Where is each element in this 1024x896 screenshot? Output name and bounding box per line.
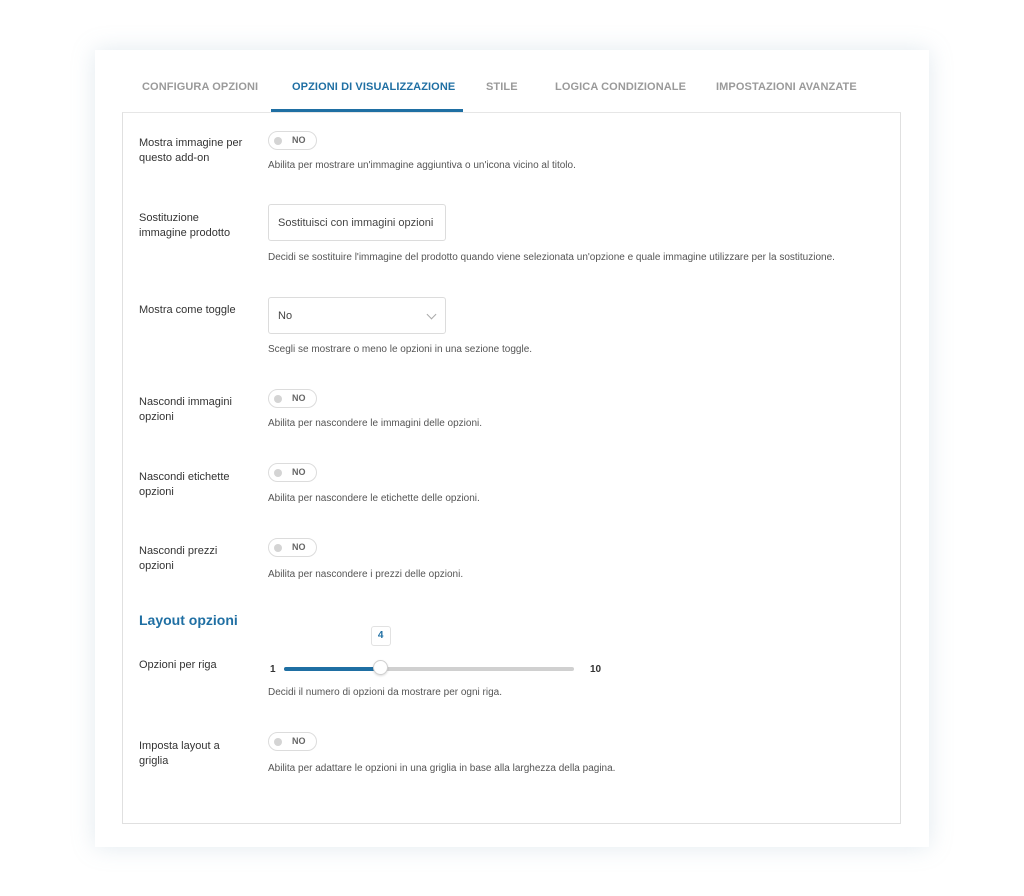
slider-max-label: 10	[590, 664, 602, 675]
grid-layout-label: Imposta layout a griglia	[139, 740, 220, 767]
grid-layout-description: Abilita per adattare le opzioni in una griglia in base alla larghezza della pagina.	[268, 763, 616, 774]
toggle-state: NO	[292, 135, 306, 145]
hide-prices-toggle[interactable]	[268, 538, 317, 557]
tab-impostazioni-avanzate[interactable]: IMPOSTAZIONI AVANZATE	[716, 81, 857, 93]
layout-section-title: Layout opzioni	[139, 612, 238, 628]
grid-layout-toggle[interactable]	[268, 732, 317, 751]
per-row-slider[interactable]	[268, 626, 608, 676]
per-row-label: Opzioni per riga	[139, 659, 217, 671]
toggle-knob	[274, 469, 282, 477]
toggle-state: NO	[292, 542, 306, 552]
tab-stile[interactable]: STILE	[486, 81, 518, 93]
show-image-toggle[interactable]	[268, 131, 317, 150]
slider-track[interactable]	[284, 667, 574, 671]
chevron-down-icon	[427, 310, 437, 320]
hide-images-label: Nascondi immagini opzioni	[139, 396, 232, 423]
show-image-label: Mostra immagine per questo add-on	[139, 137, 243, 164]
tab-logica-condizionale[interactable]: LOGICA CONDIZIONALE	[555, 81, 687, 93]
slider-min-label: 1	[270, 664, 276, 675]
show-toggle-selected-value: No	[278, 310, 293, 322]
show-toggle-description: Scegli se mostrare o meno le opzioni in una sezione toggle.	[268, 344, 533, 355]
per-row-description: Decidi il numero di opzioni da mostrare per ogni riga.	[268, 687, 503, 698]
slider-thumb[interactable]	[373, 660, 388, 675]
settings-panel	[122, 112, 901, 824]
slider-value-bubble: 4	[371, 626, 391, 646]
hide-prices-description: Abilita per nascondere i prezzi delle opzioni.	[268, 569, 464, 580]
hide-labels-toggle[interactable]	[268, 463, 317, 482]
toggle-knob	[274, 738, 282, 746]
toggle-knob	[274, 395, 282, 403]
slider-fill	[284, 667, 381, 671]
replace-image-label: Sostituzione immagine prodotto	[139, 212, 231, 239]
toggle-state: NO	[292, 467, 306, 477]
replace-image-field[interactable]: Sostituisci con immagini opzioni	[268, 204, 446, 241]
hide-images-description: Abilita per nascondere le immagini delle opzioni.	[268, 418, 483, 429]
tab-opzioni-visualizzazione[interactable]: OPZIONI DI VISUALIZZAZIONE	[292, 81, 456, 93]
settings-card	[95, 50, 929, 847]
toggle-knob	[274, 137, 282, 145]
show-image-description: Abilita per mostrare un'immagine aggiuntiva o un'icona vicino al titolo.	[268, 160, 576, 171]
replace-image-description: Decidi se sostituire l'immagine del prodotto quando viene selezionata un'opzione e quale immagine utilizzare per la sostituzione.	[268, 252, 835, 263]
hide-prices-label: Nascondi prezzi opzioni	[139, 545, 218, 572]
toggle-state: NO	[292, 736, 306, 746]
toggle-knob	[274, 544, 282, 552]
tab-configura-opzioni[interactable]: CONFIGURA OPZIONI	[142, 81, 259, 93]
show-toggle-select[interactable]	[268, 297, 446, 334]
hide-labels-description: Abilita per nascondere le etichette delle opzioni.	[268, 493, 480, 504]
hide-labels-label: Nascondi etichette opzioni	[139, 471, 230, 498]
toggle-state: NO	[292, 393, 306, 403]
tab-bar	[95, 50, 929, 113]
hide-images-toggle[interactable]	[268, 389, 317, 408]
show-toggle-label: Mostra come toggle	[139, 304, 236, 316]
